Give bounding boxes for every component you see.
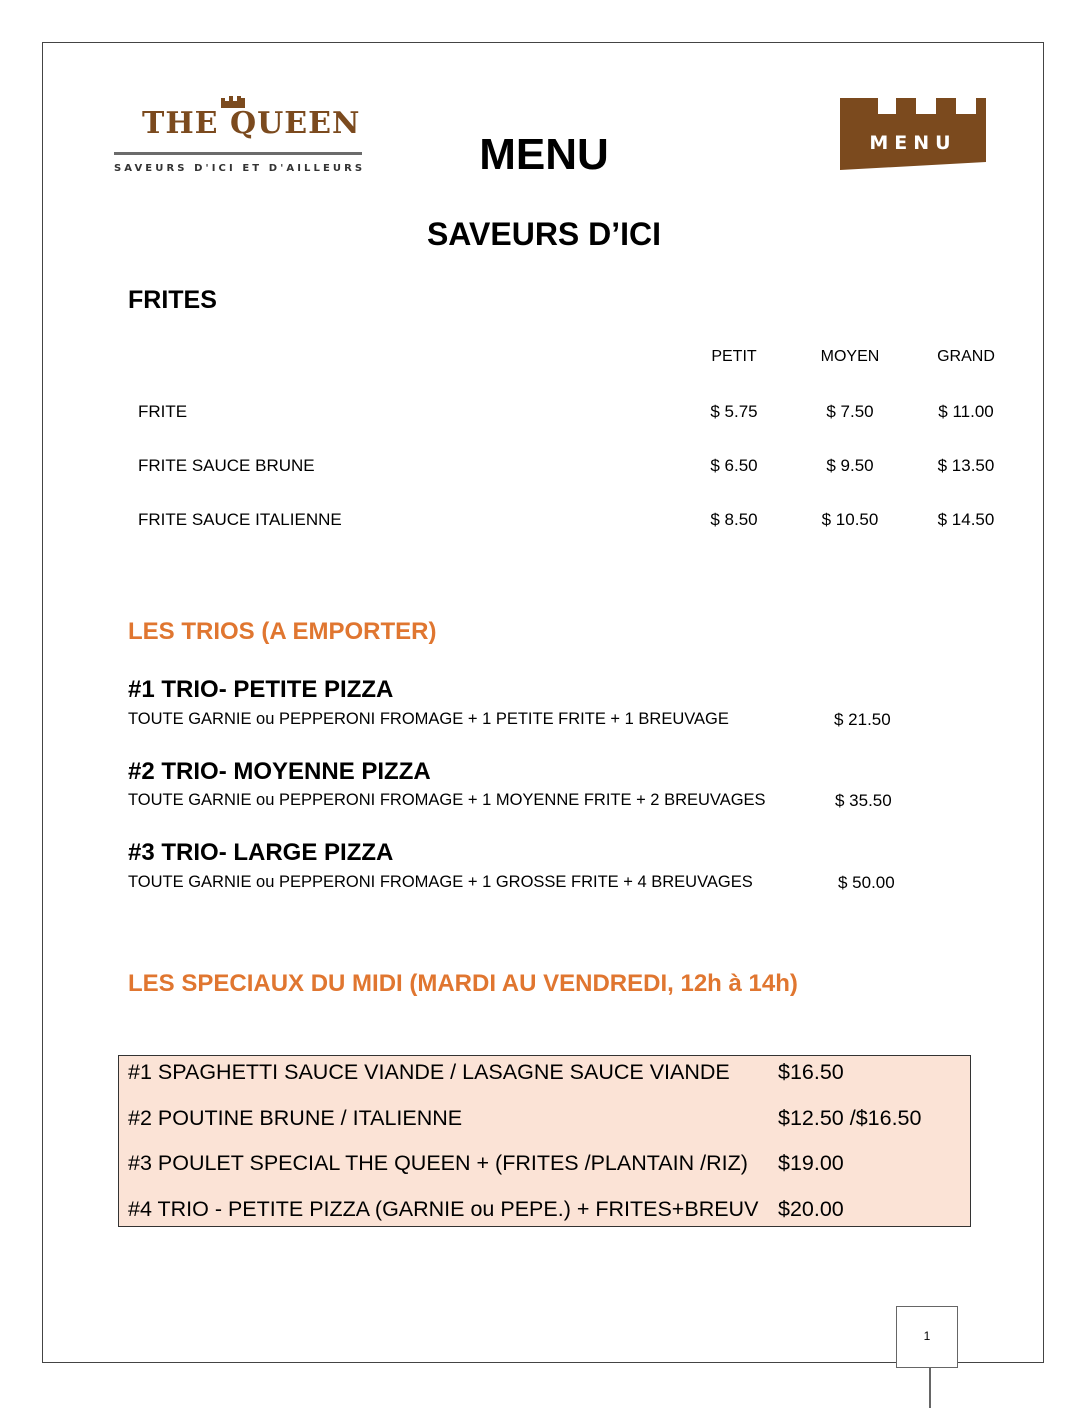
frites-heading: FRITES [128, 286, 217, 314]
special-name: #2 POUTINE BRUNE / ITALIENNE [128, 1106, 463, 1130]
specials-heading: LES SPECIAUX DU MIDI (MARDI AU VENDREDI, 12h à 14h) [128, 970, 798, 997]
section-title: SAVEURS D’ICI [426, 216, 662, 252]
price-petit: $ 8.50 [710, 510, 758, 529]
trio-description: TOUTE GARNIE ou PEPPERONI FROMAGE + 1 GROSSE FRITE + 4 BREUVAGES [128, 873, 753, 891]
trios-heading: LES TRIOS (A EMPORTER) [128, 618, 437, 645]
special-price: $12.50 /$16.50 [778, 1106, 922, 1130]
trio-title: #2 TRIO- MOYENNE PIZZA [128, 758, 431, 785]
trio-price: $ 35.50 [835, 791, 892, 810]
special-price: $19.00 [778, 1151, 844, 1175]
trio-price: $ 21.50 [834, 710, 891, 729]
trio-title: #3 TRIO- LARGE PIZZA [128, 839, 394, 866]
price-petit: $ 5.75 [710, 402, 758, 421]
price-grand: $ 13.50 [937, 456, 995, 475]
price-grand: $ 11.00 [938, 402, 994, 421]
logo-title: THE QUEEN [142, 106, 361, 141]
price-petit: $ 6.50 [710, 456, 758, 475]
price-moyen: $ 10.50 [821, 510, 879, 529]
list-item [0, 510, 1088, 534]
trio-title: #1 TRIO- PETITE PIZZA [128, 676, 394, 703]
trio-description: TOUTE GARNIE ou PEPPERONI FROMAGE + 1 PETITE FRITE + 1 BREUVAGE [128, 710, 729, 728]
price-moyen: $ 7.50 [826, 402, 874, 421]
trio-price: $ 50.00 [838, 873, 895, 892]
badge-label: MENU [869, 132, 957, 154]
special-price: $16.50 [778, 1060, 844, 1084]
list-item [0, 402, 1088, 426]
size-header-moyen: MOYEN [820, 348, 880, 365]
menu-badge [838, 98, 988, 172]
page-number: 1 [923, 1329, 931, 1343]
price-grand: $ 14.50 [937, 510, 995, 529]
size-header-petit: PETIT [711, 348, 757, 365]
size-header-grand: GRAND [937, 348, 995, 365]
item-name: FRITE [138, 402, 188, 421]
item-name: FRITE SAUCE ITALIENNE [138, 510, 342, 529]
special-name: #1 SPAGHETTI SAUCE VIANDE / LASAGNE SAUCE VIANDE [128, 1060, 730, 1084]
logo-divider [114, 152, 362, 155]
logo-tagline: SAVEURS D'ICI ET D'AILLEURS [114, 163, 366, 174]
trio-description: TOUTE GARNIE ou PEPPERONI FROMAGE + 1 MOYENNE FRITE + 2 BREUVAGES [128, 791, 766, 809]
page-number-connector [929, 1368, 931, 1408]
list-item [0, 456, 1088, 480]
logo [114, 92, 364, 182]
special-price: $20.00 [778, 1197, 844, 1221]
special-name: #4 TRIO - PETITE PIZZA (GARNIE ou PEPE.) + FRITES+BREUV [128, 1197, 759, 1221]
page-number-box [896, 1306, 958, 1368]
item-name: FRITE SAUCE BRUNE [138, 456, 315, 475]
price-moyen: $ 9.50 [826, 456, 874, 475]
page-title: MENU [479, 130, 609, 179]
special-name: #3 POULET SPECIAL THE QUEEN + (FRITES /PLANTAIN /RIZ) [128, 1151, 748, 1175]
